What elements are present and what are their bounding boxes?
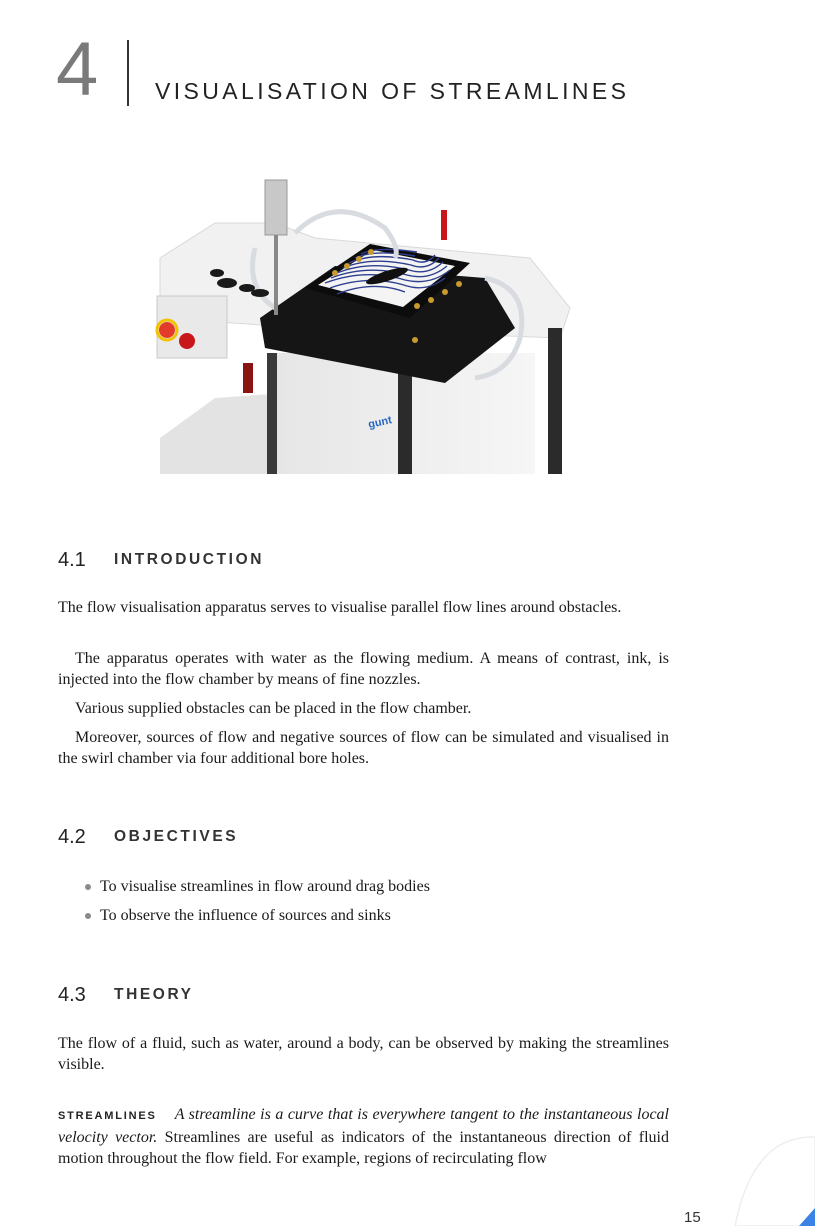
page-curl-icon[interactable] (733, 1135, 815, 1226)
definition-italic: A streamline is a curve that is everywhere tangent to the instantaneous local velocity vector. (58, 1106, 670, 1146)
apparatus-photo (155, 178, 571, 474)
section-title-objectives: OBJECTIVES (114, 828, 239, 845)
list-item: To visualise streamlines in flow around drag bodies (85, 876, 430, 905)
intro-paragraph-3: Various supplied obstacles can be placed in the flow chamber. (75, 700, 472, 717)
section-title-introduction: INTRODUCTION (114, 551, 265, 568)
section-number-theory: 4.3 (58, 984, 86, 1006)
intro-paragraph-4: Moreover, sources of flow and negative sources of flow can be simulated and visualised in the swirl chamber via four additional bore holes. (58, 729, 669, 767)
brand-logo: gunt (367, 414, 393, 431)
chapter-title: VISUALISATION OF STREAMLINES (155, 78, 630, 104)
list-item: To observe the influence of sources and sinks (85, 905, 430, 934)
bullet-icon (85, 913, 91, 919)
bullet-icon (85, 884, 91, 890)
section-number-objectives: 4.2 (58, 826, 86, 848)
page-number: 15 (684, 1209, 701, 1226)
intro-paragraph-2: The apparatus operates with water as the flowing medium. A means of contrast, ink, is injected into the flow chamber by means of fine nozzles. (58, 650, 669, 688)
chapter-number: 4 (56, 27, 99, 112)
definition-label: STREAMLINES (58, 1110, 157, 1122)
objectives-list (85, 876, 430, 934)
intro-paragraph-1: The flow visualisation apparatus serves to visualise parallel flow lines around obstacles. (58, 599, 622, 616)
section-number-introduction: 4.1 (58, 549, 86, 571)
theory-paragraph-1: The flow of a fluid, such as water, around a body, can be observed by making the streamlines visible. (58, 1035, 669, 1073)
streamlines-definition (58, 1104, 669, 1169)
definition-text: Streamlines are useful as indicators of the instantaneous direction of fluid motion throughout the flow field. For example, regions of recirculating flow (58, 1129, 670, 1167)
section-title-theory: THEORY (114, 986, 194, 1003)
chapter-divider (127, 40, 129, 106)
